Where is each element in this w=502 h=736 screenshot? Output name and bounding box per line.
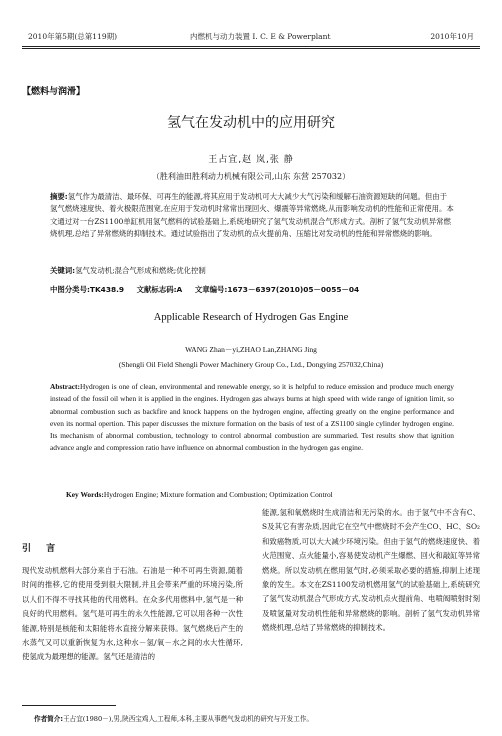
keywords-cn	[50, 265, 454, 276]
affiliation: （胜利油田胜利动力机械有限公司,山东 东营 257032）	[151, 172, 351, 181]
english-authors: WANG Zhan－yi,ZHAO Lan,ZHANG Jing	[185, 345, 317, 354]
header-rule-bottom	[22, 48, 480, 49]
english-abstract-text: Hydrogen is one of clean, environmental and renewable energy, so it is helpful to reduce emission and produce much energy instead of the fossil oil when it is applied in the engines. Hydrogen gas always burns at high speed with wide range of ignition limit, so abnormal combustion such as backfire and knock happens on the hydrogen engine, affecting greatly on the engine performance and even its normal opertion. This paper discusses the mixture formation on the basis of test of a ZS1100 single cylinder hydrogen engine. Its mechanism of abnormal combustion, technology to control abnormal combustion are summaried. Test results show that ignition advance angle and compression ratio have influence on abnormal combustion in the hydrogen gas engine.	[50, 382, 454, 453]
english-abstract-label: Abstract:	[50, 382, 80, 391]
issue-info: 2010年第5期(总第119期)	[28, 32, 118, 41]
header-rule-top	[22, 46, 480, 47]
author-footnote	[34, 713, 313, 723]
body-right-column: 能源,氢和氧燃烧时生成清洁和无污染的水。由于氢气中不含有C、S及其它有害杂质,因此它在空气中燃烧时不会产生CO、HC、SO₂和致癌物质,可以大大减少环境污染。但由于氢气的燃烧速度快、着火范围宽、点火能量小,容易使发动机产生爆燃、回火和敲缸等异常燃烧。所以发动机在燃用氢气时,必须采取必要的措施,抑制上述现象的发生。本文在ZS1100发动机燃用氢气的试验基础上,系统研究了氢气发动机混合气形成方式,发动机点火提前角、电喷阀喷射时刻及喷氢量对发动机性能和异常燃烧的影响。剖析了氢气发动机异常燃烧机理,总结了异常燃烧的抑制技术。	[262, 508, 480, 633]
abstract-cn	[50, 191, 454, 240]
classification	[50, 284, 454, 295]
footnote-rule	[22, 705, 116, 706]
footnote-text: 王占宜(1980－),男,陕西宝鸡人,工程师,本科,主要从事燃气发动机的研究与开发工作。	[63, 715, 314, 723]
keywords-label: 关键词:	[50, 266, 76, 275]
section-heading: 引 言	[22, 544, 62, 554]
column-tag: 【燃料与润滑】	[22, 87, 86, 97]
body-left-column: 现代发动机燃料大部分来自于石油。石油是一种不可再生资源,随着时间的推移,它的使用受到很大限制,并且会带来严重的环境污染,所以人们不得不寻找其他的代用燃料。在众多代用燃料中,氢气是一种良好的代用燃料。氢气是可再生的永久性能源,它可以用各种一次性能源,特别是核能和太阳能将水直接分解来获得。氢气燃烧后产生的水蒸气又可以重新恢复为水,这种水－氢/氧－水之间的水大性循环,使氢成为最理想的能源。氢气还是清洁的	[22, 566, 243, 662]
english-keywords-text: Hydrogen Engine; Mixture formation and Combustion; Optimization Control	[103, 490, 333, 499]
abstract-en	[50, 381, 454, 455]
english-keywords-label: Key Words:	[66, 490, 104, 499]
article-id: 文章编号:1673－6397(2010)05－0055－04	[194, 285, 360, 294]
document-code: 文献标志码:A	[136, 285, 183, 294]
paper-title: 氢气在发动机中的应用研究	[167, 115, 335, 131]
clc-number: 中图分类号:TK438.9	[50, 285, 125, 294]
journal-name: 内燃机与动力装置 I. C. E & Powerplant	[190, 32, 331, 41]
english-affiliation: (Shengli Oil Field Shengli Power Machinery Group Co., Ltd., Dongying 257032,China)	[118, 360, 384, 369]
abstract-label: 摘要:	[50, 192, 68, 201]
issue-date: 2010年10月	[430, 32, 474, 41]
english-title: Applicable Research of Hydrogen Gas Engine	[153, 312, 349, 323]
running-header	[22, 31, 480, 45]
abstract-text: 氢气作为最清洁、最环保、可再生的能源,将其应用于发动机可大大减少大气污染和缓解石油资源短缺的问题。但由于氢气燃烧速度快、着火极限范围宽,在应用于发动机时常常出现回火、爆震等异常燃烧,从而影响发动机的性能和正常使用。本文通过对一台ZS1100单缸机用氢气燃料的试验基础上,系统地研究了氢气发动机混合气形成方式。剖析了氢气发动机异常燃烧机理,总结了异常燃烧的抑制技术。通过试验指出了发动机的点火提前角、压缩比对发动机的性能和异常燃烧的影响。	[50, 192, 454, 238]
keywords-en	[66, 490, 454, 499]
authors: 王占宜,赵 岚,张 静	[208, 155, 294, 165]
footnote-label: 作者简介:	[34, 715, 64, 723]
keywords-text: 氢气发动机;混合气形成和燃烧;优化控制	[75, 266, 206, 275]
